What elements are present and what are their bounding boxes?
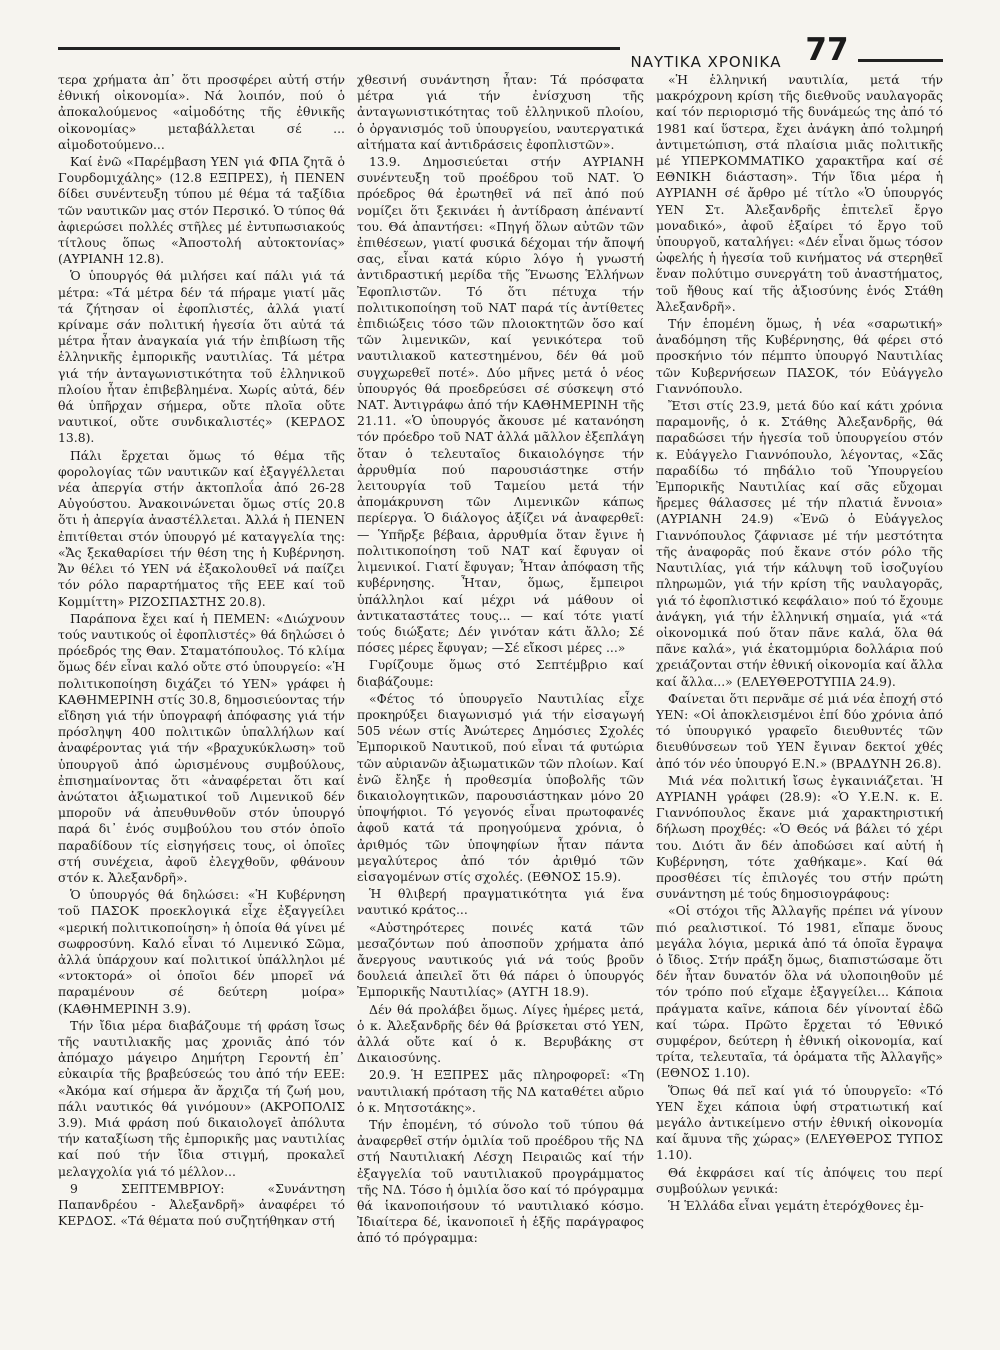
header-rule [858,59,943,62]
header-rule [58,47,620,50]
paragraph: «Ἡ ἑλληνική ναυτιλία, μετά τήν μακρόχρονη κρίση τῆς διεθνοῦς ναυλαγορᾶς καί τόν περιορισμό τῆς δυνάμεώς της ἀπό τό 1981 καί ὕστερα, ἔχει ἀνάγκη ἀπό τολμηρή ἀντιμετώπιση, στά πλαίσια μιᾶς πολιτικῆς μέ ΥΠΕΡΚΟΜΜΑΤΙΚΟ χαρακτῆρα καί σέ ΕΘΝΙΚΗ διάσταση». Τήν ἴδια μέρα ἡ ΑΥΡΙΑΝΗ σέ ἄρθρο μέ τίτλο «Ὁ ὑπουργός ΥΕΝ Στ. Ἀλεξανδρῆς ἐπιτελεῖ ἔργο μοναδικό», ἀφοῦ ἐξαίρει τό ἔργο τοῦ ὑπουργοῦ, καταλήγει: «Δέν εἶναι ὅμως τόσον ὠφελής ἡ ἡγεσία τοῦ κινήματος νά στερηθεῖ ἕναν πολύτιμο συνεργάτη τοῦ ἀναστήματος, τοῦ ἤθους καί τῆς ἀξιοσύνης ἑνός Στάθη Ἀλεξανδρῆ». [656,72,943,314]
paragraph: 20.9. Ἡ ΕΞΠΡΕΣ μᾶς πληροφορεῖ: «Τη ναυτιλιακή πρόταση τῆς ΝΔ καταθέτει αὔριο ὁ κ. Μητσοτάκης». [357,1067,644,1115]
paragraph: 13.9. Δημοσιεύεται στήν ΑΥΡΙΑΝΗ συνέντευξη τοῦ προέδρου τοῦ ΝΑΤ. Ὁ πρόεδρος θά ἐρωτηθεῖ νά πεῖ ἀπό πού νομίζει ὅτι ξεκινάει ἡ ἀντίδραση ἀπέναντί του. Θά ἀπαντήσει: «Πηγή ὅλων αὐτῶν τῶν ἐπιθέσεων, γιατί φυσικά δέχομαι τήν ἄποψή σας, εἶναι κατά κύριο λόγο ἡ γνωστή ἀντιδραστική μερίδα τῆς Ἕνωσης Ἑλλήνων Ἐφοπλιστῶν. Τό ὅτι πέτυχα τήν πολιτικοποίηση τοῦ ΝΑΤ παρά τίς ἀντίθετες ἐπιδιώξεις τόσο τῶν πλοιοκτητῶν ὅσο καί τῶν λιμενικῶν, καί γενικότερα τοῦ ναυτιλιακοῦ κατεστημένου, δέν θά μοῦ συγχωρεθεῖ ποτέ». Δύο μῆνες μετά ὁ νέος ὑπουργός θά προεδρεύσει σέ σύσκεψη στό ΝΑΤ. Ἀντιγράφω ἀπό τήν ΚΑΘΗΜΕΡΙΝΗ τῆς 21.11. «Ὁ ὑπουργός ἄκουσε μέ κατανόηση τόν πρόεδρο τοῦ ΝΑΤ ἀλλά μᾶλλον ἐξεπλάγη ὅταν ὁ τελευταῖος δικαιολόγησε τήν ἀρρυθμία πού παρουσιάστηκε στήν λειτουργία τοῦ Ταμείου μετά τήν ἀπομάκρυνση τῶν Λιμενικῶν κάπως περίεργα. Ὁ διάλογος ἀξίζει νά ἀναφερθεῖ: — Ὑπῆρξε βέβαια, ἀρρυθμία ὅταν ἔγινε ἡ πολιτικοποίηση τοῦ ΝΑΤ καί ἔφυγαν οἱ λιμενικοί. Γιατί ἔφυγαν; Ἦταν ἀπόφαση τῆς κυβέρνησης. Ἦταν, ὅμως, ἔμπειροι ὑπάλληλοι καί μέχρι νά μάθουν οἱ ἀντικαταστάτες τους... — καί τότε γιατί τούς διώξατε; Δέν γινόταν κάτι ἄλλο; Σέ πόσες μέρες ἔφυγαν; —Σέ εἴκοσι μέρες ...» [357,154,644,656]
paragraph: Ἡ θλιβερή πραγματικότητα γιά ἕνα ναυτικό κράτος... [357,886,644,918]
paragraph: Ὅπως θά πεῖ καί γιά τό ὑπουργεῖο: «Τό ΥΕΝ ἔχει κάποια ὑφή στρατιωτική καί μεγάλο ἀντικείμενο στήν ἐθνική οἰκονομία καί ἄμυνα τῆς χώρας» (ΕΛΕΥΘΕΡΟΣ ΤΥΠΟΣ 1.10). [656,1082,943,1163]
paragraph: Πάλι ἔρχεται ὅμως τό θέμα τῆς φορολογίας τῶν ναυτικῶν καί ἐξαγγέλλεται νέα ἀπεργία στήν ἀκτοπλοΐα ἀπό 26-28 Αὐγούστου. Ἀνακοινώνεται ὅμως στίς 20.8 ὅτι ἡ ἀπεργία ἀναστέλλεται. Ἀλλά ἡ ΠΕΝΕΝ ἐπιτίθεται στόν ὑπουργό μέ καταγγελία της: «Ἄς ξεκαθαρίσει τήν θέση της ἡ Κυβέρνηση. Ἄν θέλει τό ΥΕΝ νά ἐξακολουθεῖ νά παίζει τόν ρόλο παραρτήματος τῆς ΕΕΕ καί τοῦ Κομμίττη» ΡΙΖΟΣΠΑΣΤΗΣ 20.8). [58,447,345,609]
paragraph: Ὁ ὑπουργός θά μιλήσει καί πάλι γιά τά μέτρα: «Τά μέτρα δέν τά πήραμε γιατί μᾶς τά ζήτησαν οἱ ἐφοπλιστές, ἀλλά γιατί κρίναμε σάν πολιτική ἡγεσία ὅτι αὐτά τά μέτρα ἦταν ἀναγκαία γιά τήν ἐπιβίωση τῆς ἑλληνικῆς ἐμπορικῆς ναυτιλίας. Τά μέτρα γιά τήν ἀνταγωνιστικότητα τοῦ ἑλληνικοῦ πλοίου ἦταν ἐπιβεβλημένα. Χωρίς αὐτά, δέν θά ὑπῆρχαν σήμερα, οὔτε πλοῖα οὔτε ναυτικοί, οὔτε συνδικαλιστές» (ΚΕΡΔΟΣ 13.8). [58,268,345,446]
paragraph: Τήν ἴδια μέρα διαβάζουμε τή φράση ἴσως τῆς ναυτιλιακῆς μας χρονιᾶς ἀπό τόν ἀπόμαχο μάγειρο Δημήτρη Γεροντή ἐπ᾽ εὐκαιρία τῆς βραβεύσεώς του ἀπό τήν ΕΕΕ: «Ἀκόμα καί σήμερα ἄν ἄρχιζα τή ζωή μου, πάλι ναυτικός θά γινόμουν» (ΑΚΡΟΠΟΛΙΣ 3.9). Μιά φράση πού δικαιολογεῖ ἀπόλυτα τήν καταξίωση τῆς ἐμπορικῆς μας ναυτιλίας καί πού τήν ἴδια στιγμή, προκαλεῖ μελαγχολία γιά τό μέλλον... [58,1017,345,1179]
paragraph: «Οἱ στόχοι τῆς Ἀλλαγῆς πρέπει νά γίνουν πιό ρεαλιστικοί. Τό 1981, εἴπαμε ὅνους μεγάλα λόγια, μερικά ἀπό τά ὁποῖα ἔγραψα ὁ ἴδιος. Στήν πράξη ὅμως, διαπιστώσαμε ὅτι δέν ἦταν δυνατόν ὅλα νά υλοποιηθοῦν μέ τόν τρόπο πού εἴχαμε ἐξαγγείλει... Κάποια πράγματα καῖνε, κάποια δέν γίνονταί ἐδῶ καί τώρα. Πρῶτο ἔρχεται τό Ἐθνικό συμφέρον, δεύτερη ἡ ἐθνική οἰκονομία, καί τρίτα, τελευταῖα, τά ὁράματα τῆς Ἀλλαγῆς» (ΕΘΝΟΣ 1.10). [656,903,943,1081]
paragraph: «Φέτος τό ὑπουργεῖο Ναυτιλίας εἶχε προκηρύξει διαγωνισμό γιά τήν εἰσαγωγή 505 νέων στίς Ἀνώτερες Δημόσιες Σχολές Ἐμπορικοῦ Ναυτικοῦ, πού εἶναι τά φυτώρια τῶν αὐριανῶν ἀξιωματικῶν τῶν πλοίων. Καί ἐνῶ ἔληξε ἡ προθεσμία ὑποβολῆς τῶν δικαιολογητικῶν, παρουσιάστηκαν μόνο 20 ὑποψήφιοι. Τό γεγονός εἶναι πρωτοφανές ἀφοῦ κατά τά προηγούμενα χρόνια, ὁ ἀριθμός τῶν ὑποψηφίων ἦταν πάντα μεγαλύτερος ἀπό τόν ἀριθμό τῶν εἰσαγομένων στίς σχολές. (ΕΘΝΟΣ 15.9). [357,690,644,884]
paragraph: Παράπονα ἔχει καί ἡ ΠΕΜΕΝ: «Διώχνουν τούς ναυτικούς οἱ ἐφοπλιστές» θά δηλώσει ὁ πρόεδρός της Θαν. Σταματόπουλος. Τό κλίμα ὅμως δέν εἶναι καλό οὔτε στό ὑπουργείο: «Ἡ πολιτικοποίηση διχάζει τό ΥΕΝ» γράφει ἡ ΚΑΘΗΜΕΡΙΝΗ στίς 30.8, δημοσιεύοντας τήν εἴδηση γιά τήν ὑπογραφή ἀπόφασης γιά τήν πρόσληψη 400 πολιτικῶν ὑπαλλήλων καί ἀναφέροντας γιά τήν «βραχυκύκλωση» τοῦ ὑπουργοῦ ἀπό ὡρισμένους συμβούλους, ἐπισημαίνοντας ὅτι «ἀναφέρεται ὅτι καί ἀνώτατοι ἀξιωματικοί τοῦ Λιμενικοῦ δέν μποροῦν νά ἀπευθυνθοῦν στόν ὑπουργό παρά δι᾽ ἑνός συμβούλου του στόν ὁποῖο παραδίδουν τίς εἰσηγήσεις τους, οἱ ὁποῖες στή συνέχεια, ἀφοῦ ἐλεγχθοῦν, φθάνουν στόν κ. Ἀλεξανδρῆ». [58,610,345,885]
paragraph: Μιά νέα πολιτική ἴσως ἐγκαινιάζεται. Ἡ ΑΥΡΙΑΝΗ γράφει (28.9): «Ὁ Υ.Ε.Ν. κ. Ε. Γιαννόπουλος ἔκανε μιά χαρακτηριστική δήλωση προχθές: «Ὁ Θεός νά βάλει τό χέρι του. Διότι ἄν δέν ἀποδώσει καί αὐτή ἡ Κυβέρνηση, τότε χαθήκαμε». Καί θά προσθέσει τίς ἐπιλογές του στήν πρώτη συνάντηση μέ τούς δημοσιογράφους: [656,772,943,902]
text-column-3 [656,72,943,1342]
paragraph: «Αὐστηρότερες ποινές κατά τῶν μεσαζόντων πού ἀποσποῦν χρήματα ἀπό ἄνεργους ναυτικούς γιά νά τούς βροῦν δουλειά ἀπειλεῖ ὅτι θά πάρει ὁ ὑπουργός Ἐμπορικῆς Ναυτιλίας» (ΑΥΓΗ 18.9). [357,919,644,1000]
paragraph: Ἔτσι στίς 23.9, μετά δύο καί κάτι χρόνια παραμονῆς, ὁ κ. Στάθης Ἀλεξανδρῆς, θά παραδώσει τήν ἡγεσία τοῦ ὑπουργείου στόν κ. Εὐάγγελο Γιαννόπουλο, λέγοντας, «Σᾶς παραδίδω τό πηδάλιο τοῦ Ὑπουργείου Ἐμπορικῆς Ναυτιλίας καί σᾶς εὔχομαι ἤρεμες θάλασσες μέ τήν πλατιά ἔννοια» (ΑΥΡΙΑΝΗ 24.9) «Ἐνῶ ὁ Εὐάγγελος Γιαννόπουλος ζάφνιασε μέ τήν μεστότητα τῆς ἀναφορᾶς πού ἔκανε στόν ρόλο τῆς Ναυτιλίας, γιά τήν κάλυψη τοῦ ἰσοζυγίου πληρωμῶν, γιά τήν κρίση τῆς ναυλαγορᾶς, γιά τό ἐφοπλιστικό κεφάλαιο» πού τό ἔχουμε ἀνάγκη, γιά τήν ἑλληνική σημαία, γιά «τά οἰκονομικά πού ὅταν πᾶνε καλά, ὅλα θά πᾶνε καλά», γιά ἑκατομμύρια δολλάρια πού χρειάζονται στήν ἐθνική οἰκονομία καί ἄλλα καί ἄλλα...» (ΕΛΕΥΘΕΡΟΤΥΠΙΑ 24.9). [656,398,943,689]
paragraph: Τήν ἑπομένη, τό σύνολο τοῦ τύπου θά ἀναφερθεῖ στήν ὁμιλία τοῦ προέδρου τῆς ΝΔ στή Ναυτιλιακή Λέσχη Πειραιῶς καί τήν ἐξαγγελία τοῦ ναυτιλιακοῦ προγράμματος τῆς ΝΔ. Τόσο ἡ ὁμιλία ὅσο καί τό πρόγραμμα θά ἱκανοποιήσουν τό ναυτιλιακό κόσμο. Ἰδιαίτερα δέ, ἱκανοποιεῖ ἡ ἑξῆς παράγραφος ἀπό τό πρόγραμμα: [357,1117,644,1246]
paragraph: Ὁ ὑπουργός θά δηλώσει: «Ἡ Κυβέρνηση τοῦ ΠΑΣΟΚ προεκλογικά εἶχε ἐξαγγείλει «μερική πολιτικοποίηση» ἡ ὁποία θά γίνει μέ σωφροσύνη. Καλό εἶναι τό Λιμενικό Σῶμα, ἀλλά ὑπάρχουν καί πολιτικοί ὑπάλληλοι μέ «ντοκτορά» οἱ ὁποῖοι δέν μπορεῖ νά παραμένουν σέ δεύτερη μοίρα» (ΚΑΘΗΜΕΡΙΝΗ 3.9). [58,887,345,1016]
article-body [58,72,944,1342]
paragraph: Φαίνεται ὅτι περνᾶμε σέ μιά νέα ἐποχή στό ΥΕΝ: «Οἱ ἀποκλεισμένοι ἐπί δύο χρόνια ἀπό τό ὑπουργικό γραφεῖο διευθυντές τῶν διευθύνσεων τοῦ ΥΕΝ ἔγιναν δεκτοί χθές ἀπό τόν νέο ὑπουργό Ε.Ν.» (ΒΡΑΔΥΝΗ 26.8). [656,690,943,771]
paragraph: Καί ἐνῶ «Παρέμβαση ΥΕΝ γιά ΦΠΑ ζητᾶ ὁ Γουρδομιχάλης» (12.8 ΕΞΠΡΕΣ), ἡ ΠΕΝΕΝ δίδει συνέντευξη τύπου μέ θέμα τά ταξίδια τῶν ναυτικῶν μας στόν Περσικό. Ὁ τύπος θά ἀφιερώσει πολλές στῆλες μέ ἐντυπωσιακούς τίτλους ὅπως «Ἀποστολή αὐτοκτονίας» (ΑΥΡΙΑΝΗ 12.8). [58,154,345,267]
paragraph: Ἡ Ἑλλάδα εἶναι γεμάτη ἑτερόχθονες ἐμ- [668,1198,924,1214]
paragraph: Θά ἐκφράσει καί τίς ἀπόψεις του περί συμβούλων γενικά: [656,1164,943,1196]
page-number: 77 [805,32,849,68]
paragraph: τερα χρήματα ἀπ᾽ ὅτι προσφέρει αὐτή στήν ἐθνική οἰκονομία». Νά λοιπόν, πού ὁ ἀποκαλούμενος «αἱμοδότης τῆς ἐθνικῆς οἰκονομίας» μεταβάλλεται σέ ... αἱμοδοτούμενο... [58,72,345,152]
paragraph: Δέν θά προλάβει ὅμως. Λίγες ἡμέρες μετά, ὁ κ. Ἀλεξανδρῆς δέν θά βρίσκεται στό ΥΕΝ, ἀλλά οὔτε καί ὁ κ. Βερυβάκης στ Δικαιοσύνης. [357,1001,644,1066]
paragraph: Γυρίζουμε ὅμως στό Σεπτέμβριο καί διαβάζουμε: [357,657,644,689]
text-column-1 [58,72,345,1342]
paragraph: 9 ΣΕΠΤΕΜΒΡΙΟΥ: «Συνάντηση Παπανδρέου - Ἀλεξανδρῆ» ἀναφέρει τό ΚΕΡΔΟΣ. «Τά θέματα πού συζητήθηκαν στή [58,1180,345,1229]
text-column-2 [357,72,644,1342]
paragraph: Τήν ἑπομένη ὅμως, ἡ νέα «σαρωτική» ἀναδόμηση τῆς Κυβέρνησης, θά φέρει στό προσκήνιο τόν πέμπτο ὑπουργό Ναυτιλίας τῶν Κυβερνήσεων ΠΑΣΟΚ, τόν Εὐάγγελο Γιαννόπουλο. [656,316,943,396]
paragraph: χθεσινή συνάντηση ἦταν: Τά πρόσφατα μέτρα γιά τήν ἐνίσχυση τῆς ἀνταγωνιστικότητας τοῦ ἑλληνικοῦ πλοίου, ὁ ὀργανισμός τοῦ ὑπουργείου, ναυτεργατικά αἰτήματα καί ἀντιδράσεις ἐφοπλιστῶν». [357,72,644,152]
magazine-title: ΝΑΥΤΙΚΑ ΧΡΟΝΙΚΑ [630,53,782,71]
